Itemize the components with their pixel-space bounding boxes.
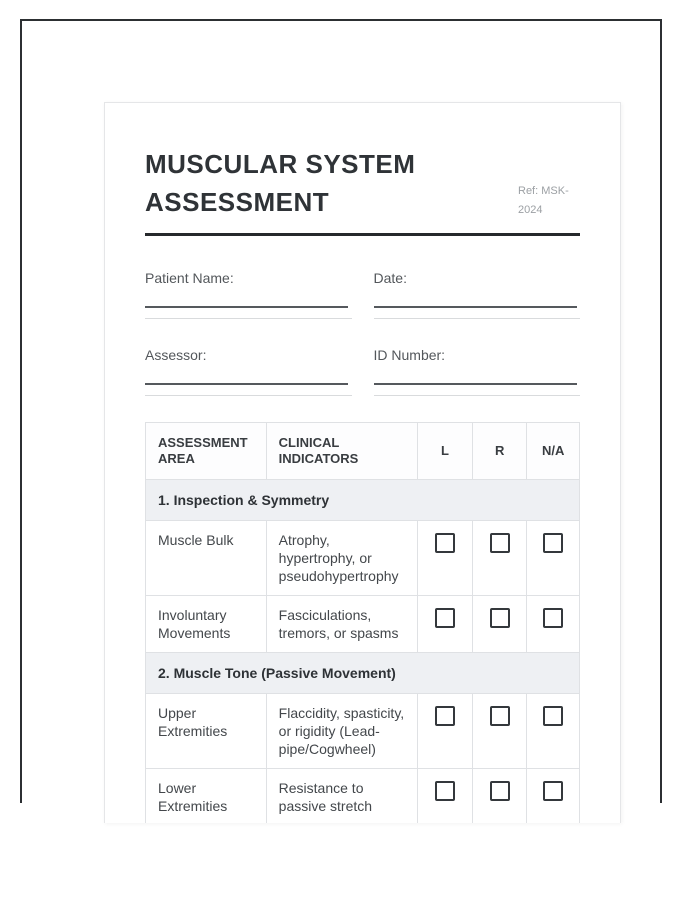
id-number-label: ID Number: [373, 347, 446, 363]
checkbox-left[interactable] [435, 706, 455, 726]
col-header-assessment-area: ASSESSMENT AREA [146, 423, 267, 480]
na-checkbox-cell [527, 596, 580, 653]
assessment-area-cell: Muscle Bulk [146, 521, 267, 596]
clinical-indicators-cell: Resistance to passive stretch [266, 769, 417, 824]
right-checkbox-cell [472, 521, 527, 596]
col-header-right: R [472, 423, 527, 480]
left-checkbox-cell [418, 596, 473, 653]
section-title: 1. Inspection & Symmetry [146, 480, 580, 521]
document-frame [20, 19, 662, 814]
date-label: Date: [373, 270, 407, 286]
checkbox-left[interactable] [435, 533, 455, 553]
checkbox-na[interactable] [543, 781, 563, 801]
write-in-line [145, 306, 348, 308]
write-in-line [145, 383, 348, 385]
checkbox-left[interactable] [435, 781, 455, 801]
checkbox-right[interactable] [490, 533, 510, 553]
form-page [104, 102, 621, 823]
date-blank[interactable] [374, 286, 581, 319]
table-row [146, 694, 580, 769]
right-checkbox-cell [472, 694, 527, 769]
section-row [146, 480, 580, 521]
field-id-number [374, 347, 581, 396]
checkbox-right[interactable] [490, 608, 510, 628]
patient-name-blank[interactable] [145, 286, 352, 319]
na-checkbox-cell [527, 521, 580, 596]
assessor-label: Assessor: [145, 347, 207, 363]
left-checkbox-cell [418, 694, 473, 769]
left-checkbox-cell [418, 521, 473, 596]
assessment-table [145, 422, 580, 823]
patient-name-label: Patient Name: [145, 270, 234, 286]
clinical-indicators-cell: Atrophy, hypertrophy, or pseudohypertrophy [266, 521, 417, 596]
assessment-area-cell: Upper Extremities [146, 694, 267, 769]
write-in-line [374, 383, 577, 385]
assessment-area-cell: Involuntary Movements [146, 596, 267, 653]
clinical-indicators-cell: Flaccidity, spasticity, or rigidity (Lead-pipe/Cogwheel) [266, 694, 417, 769]
reference-number: Ref: MSK-2024 [518, 185, 569, 216]
page-title: MUSCULAR SYSTEM ASSESSMENT [145, 149, 416, 217]
assessment-table-header [146, 423, 580, 480]
col-header-clinical-indicators: CLINICAL INDICATORS [266, 423, 417, 480]
checkbox-na[interactable] [543, 608, 563, 628]
right-checkbox-cell [472, 769, 527, 824]
table-row [146, 596, 580, 653]
left-checkbox-cell [418, 769, 473, 824]
checkbox-right[interactable] [490, 706, 510, 726]
header-divider [145, 233, 580, 236]
checkbox-left[interactable] [435, 608, 455, 628]
table-row [146, 521, 580, 596]
section-row [146, 653, 580, 694]
section-title: 2. Muscle Tone (Passive Movement) [146, 653, 580, 694]
field-date [374, 270, 581, 319]
na-checkbox-cell [527, 694, 580, 769]
checkbox-right[interactable] [490, 781, 510, 801]
assessment-table-body [146, 480, 580, 824]
field-patient-name [145, 270, 352, 319]
field-assessor [145, 347, 352, 396]
form-header [145, 145, 580, 221]
right-checkbox-cell [472, 596, 527, 653]
checkbox-na[interactable] [543, 706, 563, 726]
clinical-indicators-cell: Fasciculations, tremors, or spasms [266, 596, 417, 653]
table-row [146, 769, 580, 824]
checkbox-na[interactable] [543, 533, 563, 553]
na-checkbox-cell [527, 769, 580, 824]
col-header-na: N/A [527, 423, 580, 480]
assessment-area-cell: Lower Extremities [146, 769, 267, 824]
patient-info-section [145, 270, 580, 396]
assessor-blank[interactable] [145, 363, 352, 396]
id-number-blank[interactable] [374, 363, 581, 396]
write-in-line [374, 306, 577, 308]
col-header-left: L [418, 423, 473, 480]
